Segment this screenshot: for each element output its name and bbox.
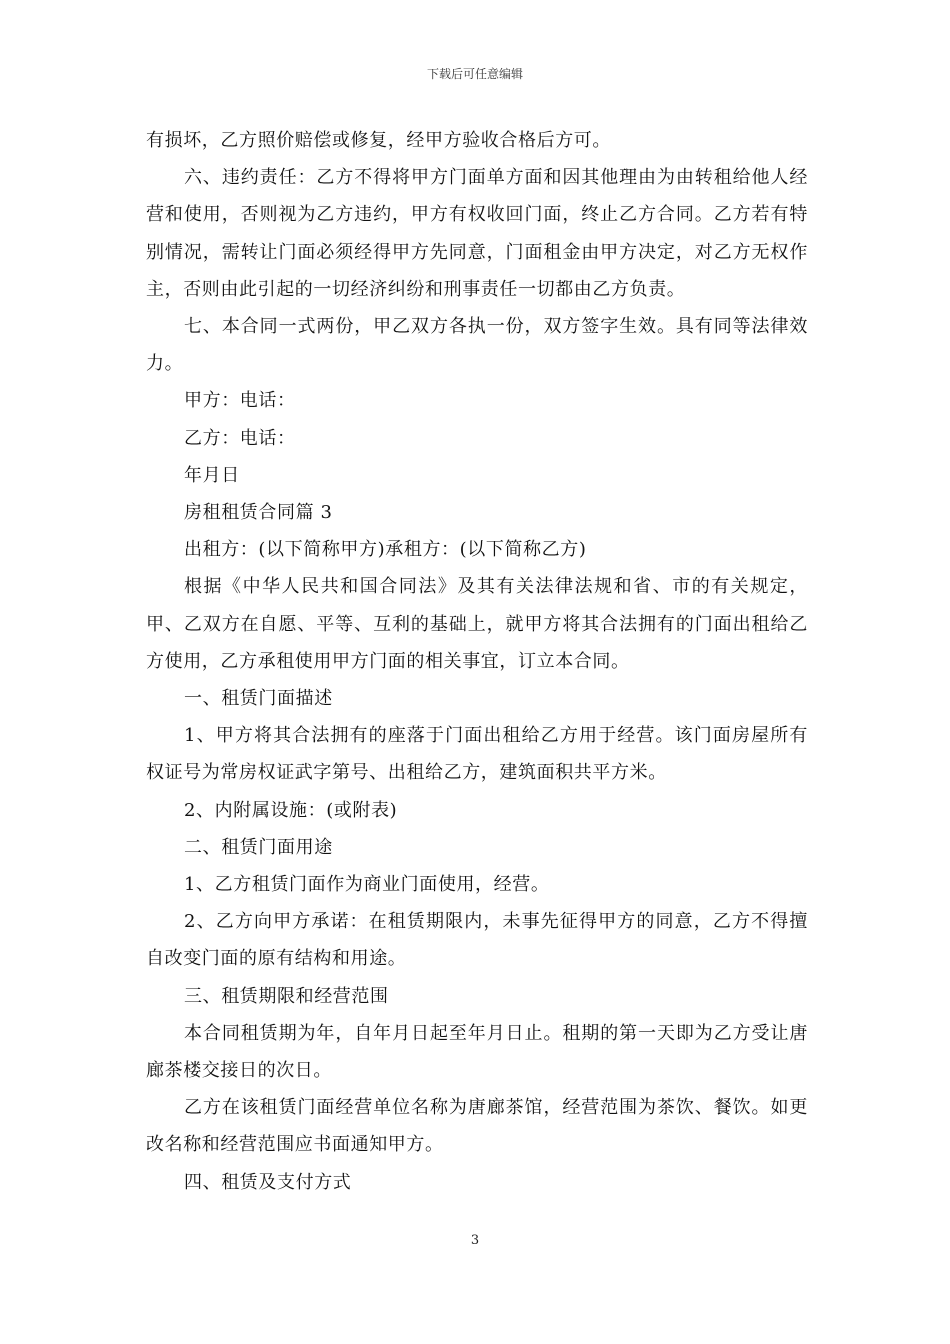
paragraph-2: 六、违约责任：乙方不得将甲方门面单方面和因其他理由为由转租给他人经营和使用，否则视为乙方违约，甲方有权收回门面，终止乙方合同。乙方若有特别情况，需转让门面必须经得甲方先同意，门面租金由甲方决定，对乙方无权作主，否则由此引起的一切经济纠纷和刑事责任一切都由乙方负责。 <box>146 167 808 300</box>
paragraph-1: 有损坏，乙方照价赔偿或修复，经甲方验收合格后方可。 <box>146 130 611 151</box>
paragraph-6: 年月日 <box>184 464 240 486</box>
document-body <box>146 122 808 1201</box>
paragraph-17: 本合同租赁期为年，自年月日起至年月日止。租期的第一天即为乙方受让唐廊茶楼交接日的次日。 <box>146 1022 808 1082</box>
paragraph-9: 根据《中华人民共和国合同法》及其有关法律法规和省、市的有关规定，甲、乙双方在自愿、平等、互利的基础上，就甲方将其合法拥有的门面出租给乙方使用，乙方承租使用甲方门面的相关事宜，订立本合同。 <box>146 576 808 672</box>
paragraph-13: 二、租赁门面用途 <box>184 836 333 858</box>
paragraph-16: 三、租赁期限和经营范围 <box>184 985 389 1007</box>
paragraph-5: 乙方：电话： <box>184 427 296 449</box>
paragraph-8: 出租方：(以下简称甲方)承租方：(以下简称乙方) <box>184 539 587 561</box>
paragraph-7: 房租租赁合同篇 3 <box>184 502 333 524</box>
page-number: 3 <box>470 1233 480 1248</box>
paragraph-11: 1、甲方将其合法拥有的座落于门面出租给乙方用于经营。该门面房屋所有权证号为常房权证武字第号、出租给乙方，建筑面积共平方米。 <box>146 725 808 784</box>
paragraph-3: 七、本合同一式两份，甲乙双方各执一份，双方签字生效。具有同等法律效力。 <box>146 316 808 375</box>
paragraph-19: 四、租赁及支付方式 <box>184 1171 352 1193</box>
paragraph-15: 2、乙方向甲方承诺：在租赁期限内，未事先征得甲方的同意，乙方不得擅自改变门面的原有结构和用途。 <box>146 911 808 970</box>
paragraph-18: 乙方在该租赁门面经营单位名称为唐廊茶馆，经营范围为茶饮、餐饮。如更改名称和经营范围应书面通知甲方。 <box>146 1097 808 1156</box>
page-header: 下载后可任意编辑 <box>426 67 523 81</box>
paragraph-12: 2、内附属设施：(或附表) <box>184 799 398 821</box>
paragraph-4: 甲方：电话： <box>184 390 296 412</box>
paragraph-10: 一、租赁门面描述 <box>184 688 333 710</box>
paragraph-14: 1、乙方租赁门面作为商业门面使用，经营。 <box>184 874 550 896</box>
